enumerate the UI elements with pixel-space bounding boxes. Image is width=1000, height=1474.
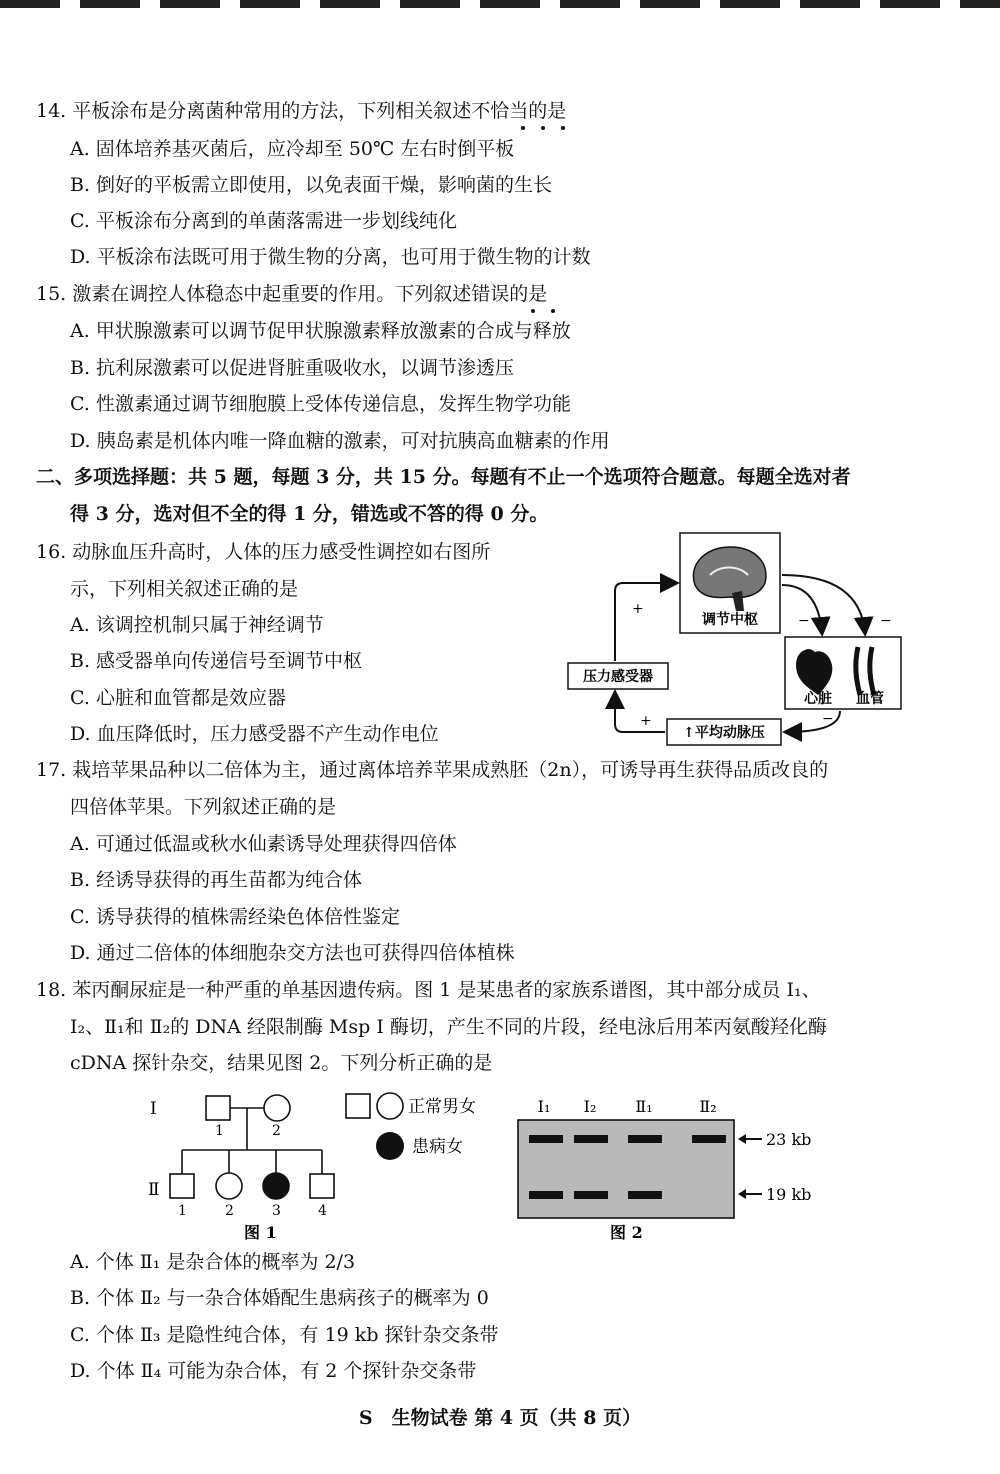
lane-label: Ⅱ₂ xyxy=(699,1097,717,1116)
heart-label: 心脏 xyxy=(804,691,832,707)
figure-2-caption: 图 2 xyxy=(610,1223,643,1242)
band-23kb xyxy=(529,1135,563,1143)
blot-figure xyxy=(510,1088,830,1248)
q14-option-b: B. 倒好的平板需立即使用，以免表面干燥，影响菌的生长 xyxy=(70,174,553,196)
q18-option-c: C. 个体 Ⅱ₃ 是隐性纯合体，有 19 kb 探针杂交条带 xyxy=(70,1324,499,1346)
q15-stem-end: 的是 xyxy=(509,283,548,305)
sign-plus: + xyxy=(640,713,652,729)
emphasis-dot xyxy=(551,309,555,313)
q18-option-d: D. 个体 Ⅱ₄ 可能为杂合体，有 2 个探针杂交条带 xyxy=(70,1360,477,1382)
section-heading-cont: 得 3 分，选对但不全的得 1 分，错选或不答的得 0 分。 xyxy=(70,503,549,525)
q18-stem-cont: Ⅰ₂、Ⅱ₁和 Ⅱ₂的 DNA 经限制酶 Msp Ⅰ 酶切，产生不同的片段，经电泳后用苯丙氨酸羟化酶 xyxy=(70,1016,827,1038)
q17-option-d: D. 通过二倍体的体细胞杂交方法也可获得四倍体植株 xyxy=(70,942,515,964)
q18-stem-cont2: cDNA 探针杂交，结果见图 2。下列分析正确的是 xyxy=(70,1052,493,1074)
band-label-upper: 23 kb xyxy=(766,1130,812,1149)
q15-option-b: B. 抗利尿激素可以促进肾脏重吸收水，以调节渗透压 xyxy=(70,357,515,379)
band-23kb xyxy=(692,1135,726,1143)
q14-option-c: C. 平板涂布分离到的单菌落需进一步划线纯化 xyxy=(70,210,457,232)
lane-label: Ⅰ₂ xyxy=(583,1097,597,1116)
pedigree-figure xyxy=(140,1088,500,1248)
q17-option-c: C. 诱导获得的植株需经染色体倍性鉴定 xyxy=(70,906,400,928)
pedigree-female-normal xyxy=(264,1095,290,1121)
emphasis-dot xyxy=(561,126,565,130)
q14-stem-end: 的是 xyxy=(528,100,567,122)
lane-label: Ⅰ₁ xyxy=(537,1097,551,1116)
q17-stem: 17. 栽培苹果品种以二倍体为主，通过离体培养苹果成熟胚（2n），可诱导再生获得品质改良的 xyxy=(36,759,829,781)
band-23kb xyxy=(574,1135,608,1143)
legend-normal-label: 正常男女 xyxy=(408,1097,476,1117)
band-19kb xyxy=(574,1191,608,1199)
pedigree-number: 4 xyxy=(318,1203,327,1219)
pedigree-male-normal xyxy=(170,1174,194,1198)
legend-female-affected xyxy=(376,1132,404,1160)
q14-option-d: D. 平板涂布法既可用于微生物的分离，也可用于微生物的计数 xyxy=(70,246,591,268)
generation-label: Ⅱ xyxy=(148,1180,160,1200)
pedigree-male-normal xyxy=(206,1096,230,1120)
q16-option-d: D. 血压降低时，压力感受器不产生动作电位 xyxy=(70,723,439,745)
sign-minus: − xyxy=(880,613,892,629)
q16-option-a: A. 该调控机制只属于神经调节 xyxy=(70,614,324,636)
baroreflex-diagram xyxy=(560,525,905,750)
legend-male-normal xyxy=(346,1094,370,1118)
arrow-center-to-vessel xyxy=(782,575,865,633)
vessel-label: 血管 xyxy=(856,691,884,707)
pedigree-male-normal xyxy=(310,1174,334,1198)
generation-label: Ⅰ xyxy=(150,1099,157,1119)
section-heading: 二、多项选择题：共 5 题，每题 3 分，共 15 分。每题有不止一个选项符合题意。每题全选对者 xyxy=(36,466,851,488)
arrow-receptor-to-center xyxy=(615,583,676,661)
band-19kb xyxy=(529,1191,563,1199)
q15-option-a: A. 甲状腺激素可以调节促甲状腺激素释放激素的合成与释放 xyxy=(70,320,571,342)
band-23kb xyxy=(628,1135,662,1143)
sign-minus: − xyxy=(798,613,810,629)
band-label-lower: 19 kb xyxy=(766,1185,812,1204)
q18-stem: 18. 苯丙酮尿症是一种严重的单基因遗传病。图 1 是某患者的家族系谱图，其中部分成员 Ⅰ₁、 xyxy=(36,979,821,1001)
q14-stem xyxy=(36,99,566,123)
pedigree-number: 1 xyxy=(178,1203,187,1219)
pedigree-female-normal xyxy=(216,1173,242,1199)
pedigree-number: 1 xyxy=(215,1123,224,1139)
blot-membrane xyxy=(518,1120,734,1218)
receptor-label: 压力感受器 xyxy=(583,669,653,685)
pedigree-number: 2 xyxy=(225,1203,234,1219)
q16-stem: 16. 动脉血压升高时，人体的压力感受性调控如右图所 xyxy=(36,541,491,563)
q17-stem-cont: 四倍体苹果。下列叙述正确的是 xyxy=(70,796,337,818)
q16-option-c: C. 心脏和血管都是效应器 xyxy=(70,687,286,709)
lane-label: Ⅱ₁ xyxy=(635,1097,653,1116)
q14-stem-text: 14. 平板涂布是分离菌种常用的方法，下列相关叙述 xyxy=(36,100,472,122)
q16-option-b: B. 感受器单向传递信号至调节中枢 xyxy=(70,650,363,672)
q18-option-a: A. 个体 Ⅱ₁ 是杂合体的概率为 2/3 xyxy=(70,1251,356,1273)
band-19kb xyxy=(628,1191,662,1199)
emphasis-dot xyxy=(521,126,525,130)
q16-stem-cont: 示，下列相关叙述正确的是 xyxy=(70,578,299,600)
emphasis-dot xyxy=(531,309,535,313)
q15-stem-text: 15. 激素在调控人体稳态中起重要的作用。下列叙述 xyxy=(36,283,472,305)
q15-emphasis: 错误 xyxy=(471,283,510,305)
sign-plus: + xyxy=(632,601,644,617)
pedigree-number: 3 xyxy=(272,1203,281,1219)
q14-option-a: A. 固体培养基灭菌后，应冷却至 50℃ 左右时倒平板 xyxy=(70,138,515,160)
figure-1-caption: 图 1 xyxy=(244,1223,277,1242)
q15-option-c: C. 性激素通过调节细胞膜上受体传递信息，发挥生物学功能 xyxy=(70,393,571,415)
page-footer: S 生物试卷 第 4 页（共 8 页） xyxy=(358,1407,642,1429)
q15-stem xyxy=(36,282,547,306)
q18-option-b: B. 个体 Ⅱ₂ 与一杂合体婚配生患病孩子的概率为 0 xyxy=(70,1287,489,1309)
pressure-label: ↑平均动脉压 xyxy=(683,725,765,741)
q17-option-b: B. 经诱导获得的再生苗都为纯合体 xyxy=(70,869,363,891)
regulation-center-label: 调节中枢 xyxy=(702,612,758,628)
legend-affected-label: 患病女 xyxy=(412,1137,463,1157)
legend-female-normal xyxy=(377,1093,403,1119)
pedigree-number: 2 xyxy=(272,1123,281,1139)
q17-option-a: A. 可通过低温或秋水仙素诱导处理获得四倍体 xyxy=(70,833,457,855)
q15-option-d: D. 胰岛素是机体内唯一降血糖的激素，可对抗胰高血糖素的作用 xyxy=(70,430,610,452)
pedigree-female-affected xyxy=(263,1173,289,1199)
sign-minus: − xyxy=(822,711,834,727)
scan-top-edge xyxy=(0,0,1000,8)
q14-emphasis: 不恰当 xyxy=(471,100,529,122)
emphasis-dot xyxy=(541,126,545,130)
